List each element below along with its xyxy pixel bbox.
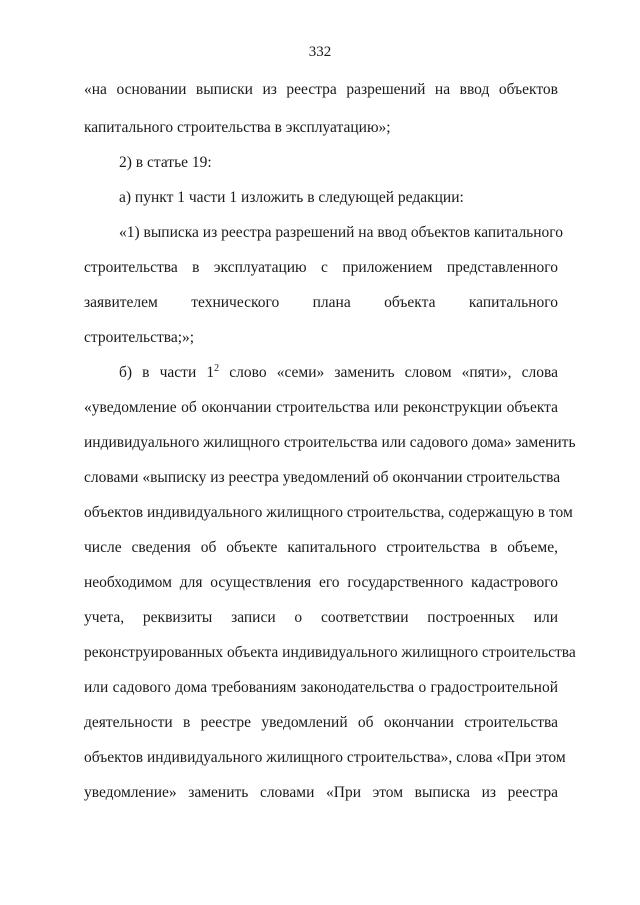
text-line: «1) выписка из реестра разрешений на ввод объектов капитального bbox=[119, 224, 564, 241]
text-line: необходимом для осуществления его государственного кадастрового bbox=[84, 574, 558, 591]
text-line: строительства в эксплуатацию с приложением представленного bbox=[84, 259, 558, 276]
text-line: капитального строительства в эксплуатацию»; bbox=[84, 119, 391, 136]
text-line: реконструированных объекта индивидуального жилищного строительства bbox=[84, 644, 576, 661]
text-line: 2) в статье 19: bbox=[119, 154, 212, 171]
text-line: уведомление» заменить словами «При этом выписка из реестра bbox=[84, 784, 558, 801]
text-line: заявителем технического плана объекта капитального bbox=[84, 294, 558, 311]
text-line: строительства;»; bbox=[84, 329, 195, 346]
text-line: или садового дома требованиям законодательства о градостроительной bbox=[84, 679, 558, 696]
text-line: деятельности в реестре уведомлений об окончании строительства bbox=[84, 714, 558, 731]
text-line: учета, реквизиты записи о соответствии построенных или bbox=[84, 609, 558, 626]
text-line: индивидуального жилищного строительства или садового дома» заменить bbox=[84, 434, 576, 451]
text-line: «на основании выписки из реестра разрешений на ввод объектов bbox=[84, 81, 558, 98]
page-number: 332 bbox=[308, 44, 332, 60]
text-line: числе сведения об объекте капитального строительства в объеме, bbox=[84, 539, 558, 556]
text-fragment: б) в части 1 bbox=[119, 364, 215, 381]
text-line: а) пункт 1 части 1 изложить в следующей редакции: bbox=[119, 189, 464, 206]
text-line: «уведомление об окончании строительства или реконструкции объекта bbox=[84, 399, 558, 416]
text-fragment: слово «семи» заменить словом «пяти», слова bbox=[219, 364, 558, 381]
text-line: словами «выписку из реестра уведомлений об окончании строительства bbox=[84, 469, 561, 486]
text-line-superscript bbox=[119, 363, 558, 383]
superscript: 2 bbox=[214, 362, 220, 374]
text-line: объектов индивидуального жилищного строительства, содержащую в том bbox=[84, 504, 573, 521]
text-line: объектов индивидуального жилищного строительства», слова «При этом bbox=[84, 749, 566, 766]
